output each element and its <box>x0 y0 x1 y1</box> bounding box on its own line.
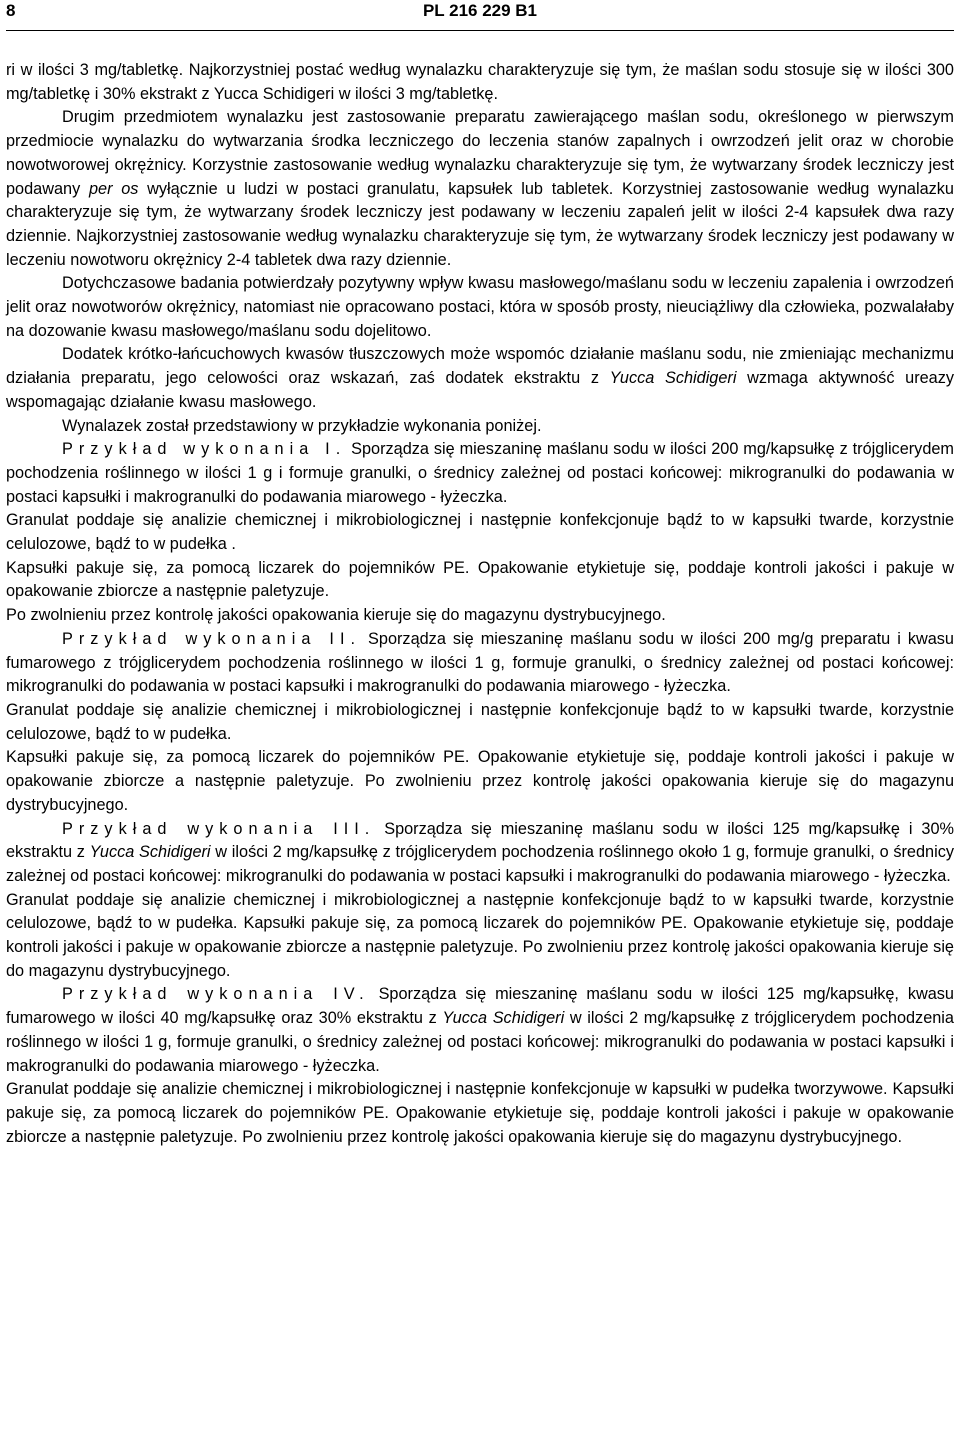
paragraph-text: Dodatek krótko-łańcuchowych kwasów tłuszczowych może wspomóc działanie maślanu sodu, nie zmieniając mechanizmu działania preparatu, jego celowości oraz wskazań, zaś dodatek ekstraktu z <box>6 345 954 388</box>
example-1-heading: Przykład wykonania I. <box>62 440 347 459</box>
italic-term: Yucca Schidigeri <box>89 843 211 862</box>
paragraph-second-subject <box>6 106 954 272</box>
example-4-granulate: Granulat poddaje się analizie chemicznej i mikrobiologicznej i następnie konfekcjonuje w kapsułki w pudełka tworzywowe. Kapsułki pakuje się, za pomocą liczarek do pojemników PE. Opakowanie etykietuje się, poddaje kontroli jakości i pakuje w opakowanie zbiorcze a następnie paletyzuje. Po zwolnieniu przez kontrolę jakości opakowania kieruje się do magazynu dystrybucyjnego. <box>6 1080 954 1146</box>
example-4-text: w ilości 2 mg/kapsułkę z trójglicerydem pochodzenia roślinnego w ilości 1 g, formuje granulki, o średnicy zależnej od postaci końcowej: mikrogranulki do podawania w postaci kapsułki i makrogranulki do podawania miarowego - łyżeczka. <box>6 1009 954 1075</box>
paragraph-text: wzmaga aktywność ureazy wspomagając działanie kwasu masłowego. <box>6 369 955 411</box>
italic-term: Yucca Schidigeri <box>442 1009 565 1028</box>
italic-term: per os <box>88 179 139 198</box>
paragraph-text: wyłącznie u ludzi w postaci granulatu, kapsułek lub tabletek. Korzystniej zastosowanie według wynalazku charakteryzuje się tym, że wytwarzany środek leczniczy jest podawany w leczeniu zapaleń jelit w ilości 2-4 kapsułek dwa razy dziennie. Najkorzystniej zastosowanie według wynalazku charakteryzuje się tym, że wytwarzany środek leczniczy jest podawany w leczeniu nowotworu okrężnicy 2-4 tabletek dwa razy dziennie. <box>6 179 954 269</box>
example-3-text: Sporządza się mieszaninę maślanu sodu w ilości 125 mg/kapsułkę i 30% ekstraktu z <box>6 819 954 862</box>
page-header <box>6 0 954 31</box>
example-2-granulate: Granulat poddaje się analizie chemicznej i mikrobiologicznej i następnie konfekcjonuje bądź to w kapsułki twarde, korzystnie celulozowe, bądź to w pudełka. <box>6 700 954 743</box>
example-4-heading: Przykład wykonania IV. <box>62 985 370 1004</box>
example-4-text: Sporządza się mieszaninę maślanu sodu w ilości 125 mg/kapsułkę, kwasu fumarowego w ilości 40 mg/kapsułkę oraz 30% ekstraktu z <box>6 985 954 1028</box>
italic-term: Yucca Schidigeri <box>609 369 737 388</box>
example-1-granulate: Granulat poddaje się analizie chemicznej i mikrobiologicznej i następnie konfekcjonuje bądź to w kapsułki twarde, korzystnie celulozowe, bądź to w pudełka . <box>6 511 954 554</box>
example-2-heading: Przykład wykonania II. <box>62 629 361 648</box>
example-1-text: Sporządza się mieszaninę maślanu sodu w ilości 200 mg/kapsułkę z trójglicerydem pochodzenia roślinnego w ilości 1 g i formuje granulki, o średnicy zależnej od postaci końcowej: mikrogranulki do podawania w postaci kapsułki i makrogranulki do podawania miarowego - łyżeczka. <box>6 440 954 506</box>
paragraph-fatty-acids <box>6 343 954 414</box>
example-1-release: Po zwolnieniu przez kontrolę jakości opakowania kieruje się do magazynu dystrybucyjnego. <box>6 606 666 625</box>
paragraph-text: Drugim przedmiotem wynalazku jest zastosowanie preparatu zawierającego maślan sodu, określonego w pierwszym przedmiocie wynalazku do wytwarzania środka leczniczego do leczenia stanów zapalnych i owrzodzeń jelit oraz w chorobie nowotworowej okrężnicy. Korzystnie zastosowanie według wynalazku charakteryzuje się tym, że wytwarzany środek leczniczy jest podawany <box>6 108 954 198</box>
paragraph-prior-research: Dotychczasowe badania potwierdzały pozytywny wpływ kwasu masłowego/maślanu sodu w leczeniu zapalenia i owrzodzeń jelit oraz nowotworów okrężnicy, natomiast nie opracowano postaci, która w sposób prosty, nieuciążliwy dla człowieka, pozwalałaby na dozowanie kwasu masłowego/maślanu sodu dojelitowo. <box>6 274 954 340</box>
paragraph-continuation: ri w ilości 3 mg/tabletkę. Najkorzystniej postać według wynalazku charakteryzuje się tym, że maślan sodu stosuje się w ilości 300 mg/tabletkę i 30% ekstrakt z Yucca Schidigeri w ilości 3 mg/tabletkę. <box>6 61 954 103</box>
example-2-text: Sporządza się mieszaninę maślanu sodu w ilości 200 mg/g preparatu i kwasu fumarowego z trójglicerydem pochodzenia roślinnego w ilości 1 g, formuje granulki, o średnicy zależnej od postaci końcowej: mikrogranulki do podawania w postaci kapsułki i makrogranulki do podawania miarowego - łyżeczka. <box>6 629 954 696</box>
example-3-granulate: Granulat poddaje się analizie chemicznej i mikrobiologicznej a następnie konfekcjonuje bądź to w kapsułki twarde, korzystnie celulozowe, bądź to w pudełka. Kapsułki pakuje się, za pomocą liczarek do pojemników PE. Opakowanie etykietuje się, poddaje kontroli jakości i pakuje w opakowanie zbiorcze a następnie paletyzuje. Po zwolnieniu przez kontrolę jakości opakowania kieruje się do magazynu dystrybucyjnego. <box>6 890 954 980</box>
patent-number: PL 216 229 B1 <box>422 1 538 20</box>
example-2-packaging: Kapsułki pakuje się, za pomocą liczarek do pojemników PE. Opakowanie etykietuje się, poddaje kontroli jakości i pakuje w opakowanie zbiorcze a następnie paletyzuje. Po zwolnieniu przez kontrolę jakości opakowania kieruje się do magazynu dystrybucyjnego. <box>6 748 954 814</box>
example-1 <box>6 438 954 509</box>
example-4 <box>6 983 954 1078</box>
document-body <box>6 59 954 1149</box>
example-3 <box>6 818 954 889</box>
example-3-text: w ilości 2 mg/kapsułkę z trójglicerydem pochodzenia roślinnego około 1 g, formuje granulki, o średnicy zależnej od postaci końcowej: mikrogranulki do podawania w postaci kapsułki i makrogranulki do podawania miarowego - łyżeczka. <box>6 843 954 885</box>
paragraph-intro-example: Wynalazek został przedstawiony w przykładzie wykonania poniżej. <box>62 416 542 435</box>
example-1-packaging: Kapsułki pakuje się, za pomocą liczarek do pojemników PE. Opakowanie etykietuje się, poddaje kontroli jakości i pakuje w opakowanie zbiorcze a następnie paletyzuje. <box>6 558 954 601</box>
example-3-heading: Przykład wykonania III. <box>62 819 376 838</box>
page-number: 8 <box>6 1 16 20</box>
example-2 <box>6 628 954 699</box>
